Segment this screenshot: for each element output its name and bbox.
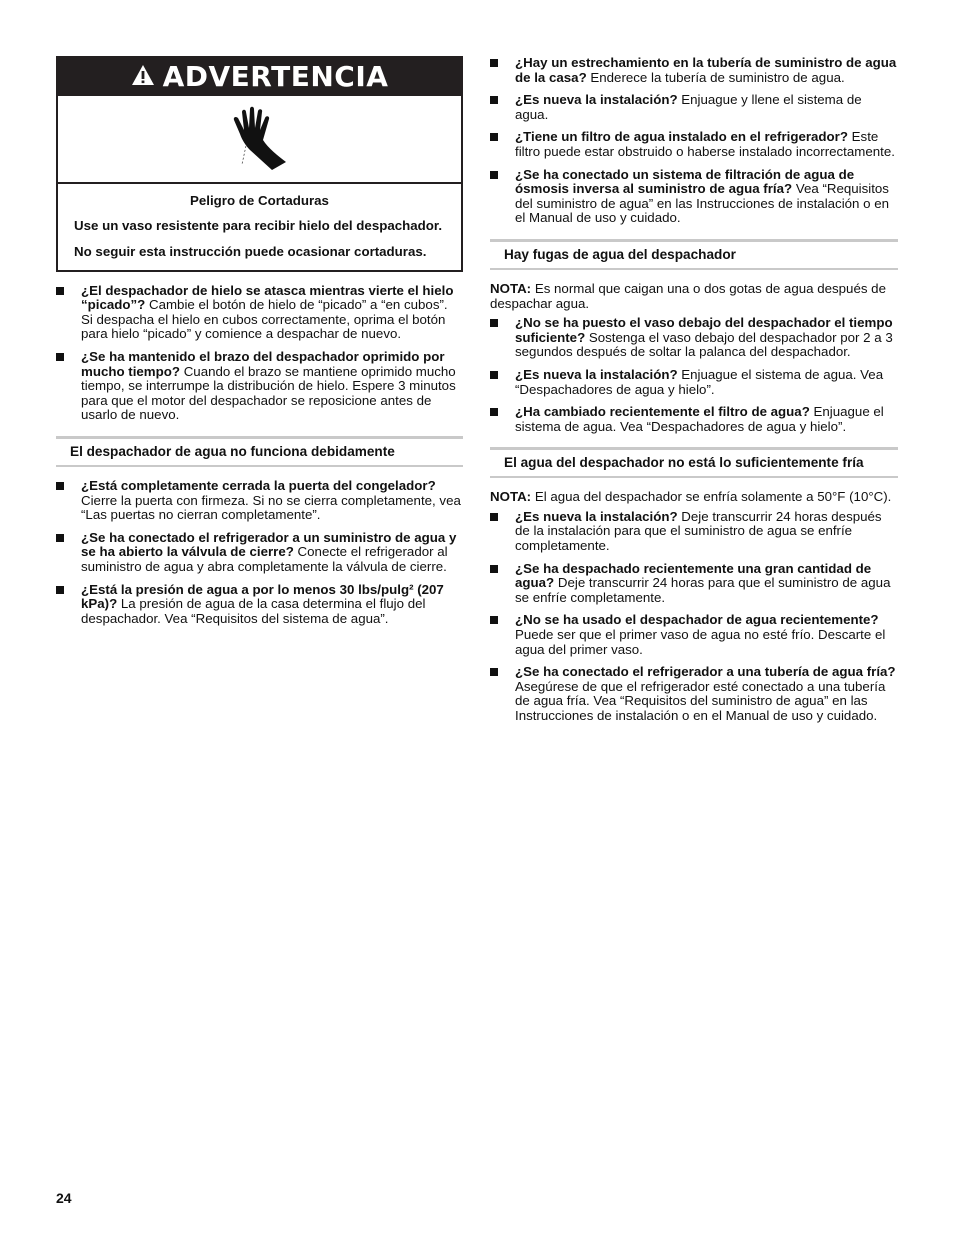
warning-header (58, 58, 461, 96)
list-item: ¿Es nueva la instalación? Enjuague el sistema de agua. Vea “Despachadores de agua y hielo”. (490, 368, 898, 397)
list-item: ¿Se ha conectado el refrigerador a una tubería de agua fría? Asegúrese de que el refrigerador esté conectado a una tubería de agua fría. Vea “Requisitos del suministro de agua” en las Instrucciones de instalación o en el Manual de uso y cuidado. (490, 665, 898, 723)
bullet-square-icon (490, 408, 498, 416)
list-item: ¿No se ha usado el despachador de agua recientemente? Puede ser que el primer vaso de agua no esté frío. Descarte el agua del primer vaso. (490, 613, 898, 657)
warning-pictogram (58, 96, 461, 184)
bullet-list (490, 510, 898, 724)
bullet-square-icon (490, 96, 498, 104)
bullet-square-icon (490, 668, 498, 676)
bullet-square-icon (490, 616, 498, 624)
bullet-square-icon (56, 287, 64, 295)
list-item: ¿Hay un estrechamiento en la tubería de suministro de agua de la casa? Enderece la tubería de suministro de agua. (490, 56, 898, 85)
warning-title: ADVERTENCIA (162, 59, 389, 93)
list-item: ¿Tiene un filtro de agua instalado en el refrigerador? Este filtro puede estar obstruido o haberse instalado incorrectamente. (490, 130, 898, 159)
warning-subtitle: Peligro de Cortaduras (190, 193, 329, 208)
list-item: ¿Se ha mantenido el brazo del despachador oprimido por mucho tiempo? Cuando el brazo se mantiene oprimido mucho tiempo, se interrumpe la distribución de hielo. Espere 3 minutos para que el motor del despachador se reposicione antes de usarlo de nuevo. (56, 350, 463, 423)
bullet-square-icon (56, 482, 64, 490)
bullet-square-icon (490, 133, 498, 141)
bullet-square-icon (490, 319, 498, 327)
bullet-square-icon (56, 353, 64, 361)
bullet-square-icon (56, 534, 64, 542)
list-item: ¿Se ha conectado el refrigerador a un suministro de agua y se ha abierto la válvula de cierre? Conecte el refrigerador al suministro de agua y abra completamente la válvula de cierre. (56, 531, 463, 575)
bullet-square-icon (490, 513, 498, 521)
list-item: ¿Se ha conectado un sistema de filtración de agua de ósmosis inversa al suministro de agua fría? Vea “Requisitos del suministro de agua” en las Instrucciones de instalación o en el Manual de uso y cuidado. (490, 168, 898, 226)
list-item: ¿Está la presión de agua a por lo menos 30 lbs/pulg² (207 kPa)? La presión de agua de la casa determina el flujo del despachador. Vea “Requisitos del sistema de agua”. (56, 583, 463, 627)
bullet-list (490, 56, 898, 226)
warning-text: Use un vaso resistente para recibir hielo del despachador. (74, 217, 443, 233)
page-number: 24 (56, 1190, 72, 1206)
list-item: ¿Está completamente cerrada la puerta del congelador? Cierre la puerta con firmeza. Si no se cierra completamente, vea “Las puertas no cierran completamente”. (56, 479, 463, 523)
section-heading: Hay fugas de agua del despachador (490, 239, 898, 270)
section-heading: El despachador de agua no funciona debidamente (56, 436, 463, 467)
warning-box (56, 56, 463, 272)
bullet-square-icon (490, 371, 498, 379)
list-item: ¿Es nueva la instalación? Deje transcurrir 24 horas después de la instalación para que el suministro de agua se enfríe completamente. (490, 510, 898, 554)
list-item: ¿Ha cambiado recientemente el filtro de agua? Enjuague el sistema de agua. Vea “Despachadores de agua y hielo”. (490, 405, 898, 434)
warning-triangle-icon (131, 64, 155, 90)
list-item: ¿El despachador de hielo se atasca mientras vierte el hielo “picado”? Cambie el botón de hielo de “picado” a “en cubos”. Si despacha el hielo en cubos correctamente, oprima el botón para hielo “picado” y comience a despachar de nuevo. (56, 284, 463, 342)
list-item: ¿No se ha puesto el vaso debajo del despachador el tiempo suficiente? Sostenga el vaso debajo del despachador por 2 a 3 segundos después de soltar la palanca del despachador. (490, 316, 898, 360)
bullet-square-icon (490, 171, 498, 179)
section-heading: El agua del despachador no está lo suficientemente fría (490, 447, 898, 478)
cut-hand-icon (228, 106, 292, 172)
left-column (56, 56, 463, 634)
bullet-square-icon (490, 565, 498, 573)
list-item: ¿Es nueva la instalación? Enjuague y llene el sistema de agua. (490, 93, 898, 122)
bullet-square-icon (490, 59, 498, 67)
bullet-list (56, 284, 463, 423)
note: NOTA: El agua del despachador se enfría solamente a 50°F (10°C). (490, 489, 892, 505)
warning-text: No seguir esta instrucción puede ocasionar cortaduras. (74, 243, 427, 259)
right-column (490, 56, 898, 732)
note: NOTA: Es normal que caigan una o dos gotas de agua después de despachar agua. (490, 280, 886, 311)
bullet-square-icon (56, 586, 64, 594)
list-item: ¿Se ha despachado recientemente una gran cantidad de agua? Deje transcurrir 24 horas para que el suministro de agua se enfríe completamente. (490, 562, 898, 606)
bullet-list (490, 316, 898, 434)
bullet-list (56, 479, 463, 626)
